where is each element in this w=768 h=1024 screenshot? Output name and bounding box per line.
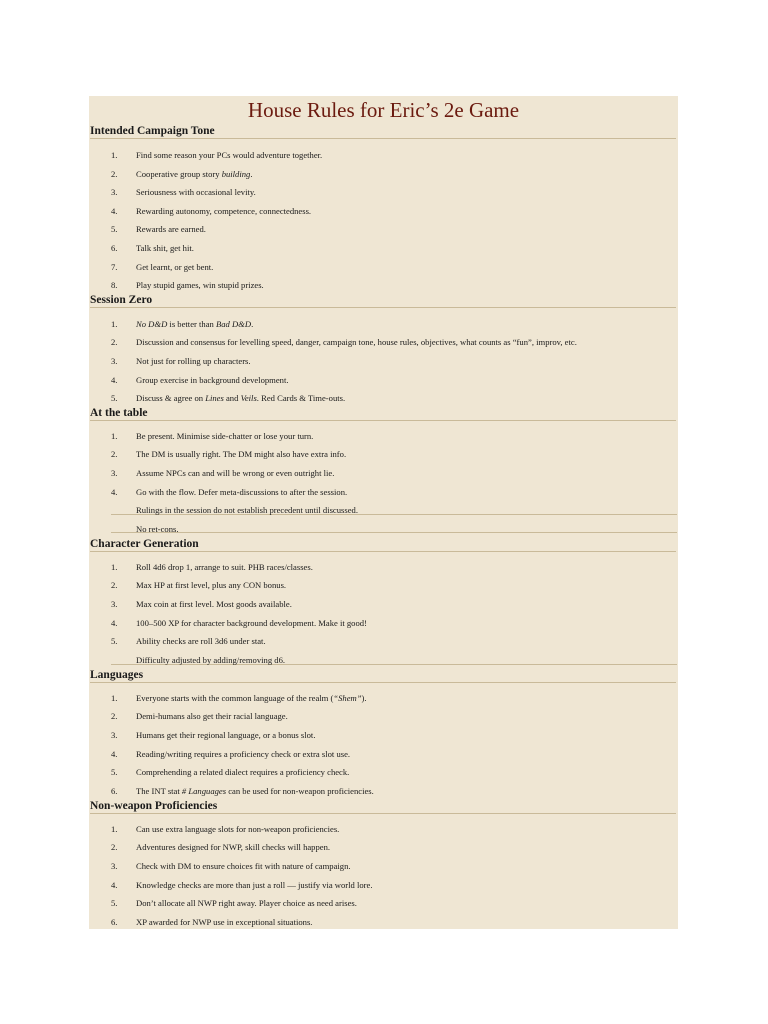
list-item: 6. Talk shit, get hit. (111, 243, 194, 253)
list-item: 3. Max coin at first level. Most goods available. (111, 599, 292, 609)
list-item: 8. Play stupid games, win stupid prizes. (111, 280, 264, 290)
list-item: 3. Humans get their regional language, or a bonus slot. (111, 730, 316, 740)
list-item: 4. Group exercise in background development. (111, 375, 289, 385)
list-item: 5. Comprehending a related dialect requires a proficiency check. (111, 767, 350, 777)
list-item: 7. Get learnt, or get bent. (111, 262, 214, 272)
list-item: 4. Reading/writing requires a proficiency check or extra slot use. (111, 749, 351, 759)
list-item: 5. Don’t allocate all NWP right away. Player choice as need arises. (111, 898, 357, 908)
list-item: 2. Demi-humans also get their racial language. (111, 711, 288, 721)
section-heading-languages: Languages (90, 668, 676, 683)
note-text: Difficulty adjusted by adding/removing d6. (136, 655, 286, 665)
list-item: 1. Find some reason your PCs would adventure together. (111, 150, 323, 160)
list-item: 3. Assume NPCs can and will be wrong or even outright lie. (111, 468, 335, 478)
section-heading-nonweapon-proficiencies: Non-weapon Proficiencies (90, 799, 676, 814)
list-item: 4. Knowledge checks are more than just a roll — justify via world lore. (111, 880, 373, 890)
page-title: House Rules for Eric’s 2e Game (247, 98, 520, 122)
list-item: 4. 100–500 XP for character background development. Make it good! (111, 618, 367, 628)
list-item: 2. Discussion and consensus for levelling speed, danger, campaign tone, house rules, objectives, what counts as “fun”, improv, etc. (111, 337, 577, 347)
list-item: 1. Roll 4d6 drop 1, arrange to suit. PHB races/classes. (111, 562, 313, 572)
note-row (111, 514, 677, 533)
list-item: 3. Check with DM to ensure choices fit with nature of campaign. (111, 861, 351, 871)
list-item: 1. Be present. Minimise side-chatter or lose your turn. (111, 431, 314, 441)
list-item: 5. Rewards are earned. (111, 224, 206, 234)
list-item: 2. Max HP at first level, plus any CON bonus. (111, 580, 287, 590)
list-item: 3. Seriousness with occasional levity. (111, 187, 256, 197)
list-item: 1. Can use extra language slots for non-weapon proficiencies. (111, 824, 340, 834)
list-item: 5. Discuss & agree on Lines and Veils. Red Cards & Time-outs. (111, 393, 346, 403)
list-item: 4. Rewarding autonomy, competence, connectedness. (111, 206, 312, 216)
list-item: 2. Cooperative group story building. (111, 169, 253, 179)
list-item: 1. No D&D is better than Bad D&D. (111, 319, 254, 329)
section-heading-at-the-table: At the table (90, 406, 676, 421)
list-item: 4. Go with the flow. Defer meta-discussions to after the session. (111, 487, 348, 497)
list-item: 2. Adventures designed for NWP, skill checks will happen. (111, 842, 331, 852)
document-page (89, 96, 678, 929)
note-text: No ret-cons. (136, 524, 179, 534)
list-item: 3. Not just for rolling up characters. (111, 356, 251, 366)
list-item: 6. XP awarded for NWP use in exceptional situations. (111, 917, 313, 927)
section-heading-character-generation: Character Generation (90, 537, 676, 552)
list-item: 6. The INT stat # Languages can be used for non-weapon proficiencies. (111, 786, 374, 796)
note-text: Rulings in the session do not establish precedent until discussed. (136, 505, 358, 515)
list-item: 1. Everyone starts with the common language of the realm (“Shem”). (111, 693, 367, 703)
section-heading-session-zero: Session Zero (90, 293, 676, 308)
list-item: 2. The DM is usually right. The DM might also have extra info. (111, 449, 347, 459)
section-heading-campaign-tone: Intended Campaign Tone (90, 124, 676, 139)
list-item: 5. Ability checks are roll 3d6 under stat. (111, 636, 266, 646)
